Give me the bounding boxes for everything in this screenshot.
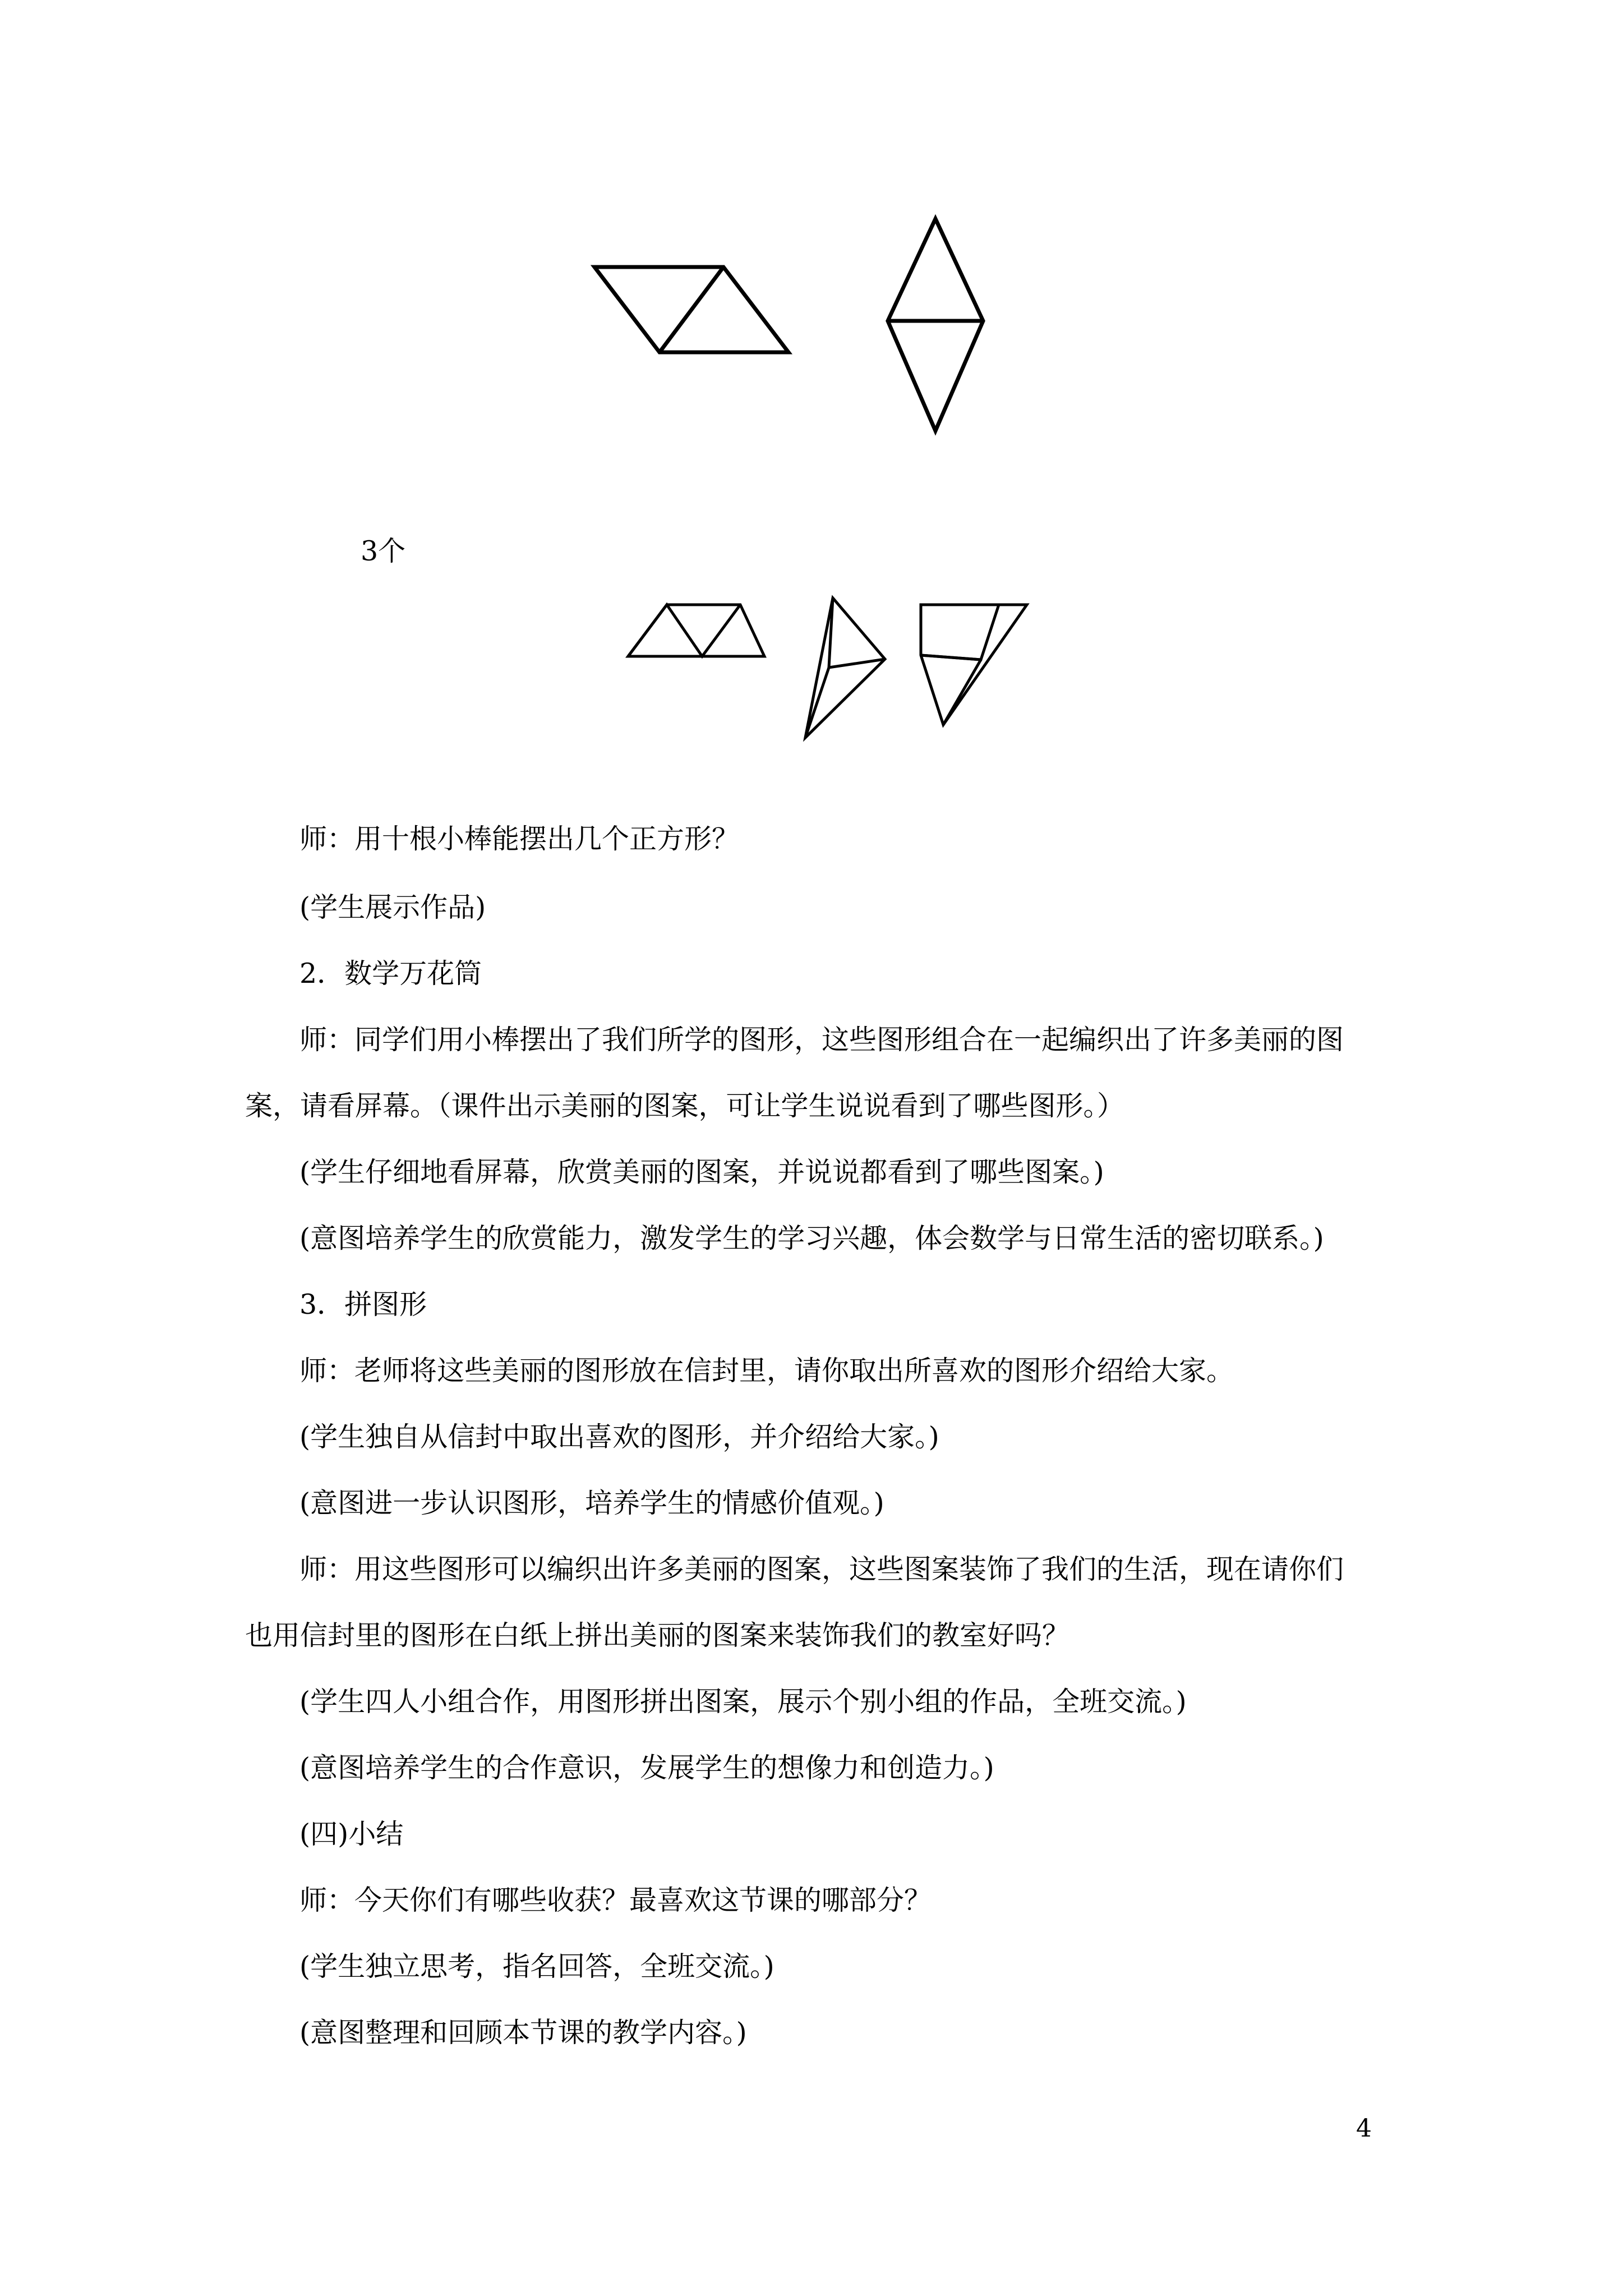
para-intent-cooperation: (意图培养学生的合作意识，发展学生的想像力和创造力。)	[299, 1752, 994, 1784]
para-intent-recognize: (意图进一步认识图形，培养学生的情感价值观。)	[299, 1487, 884, 1519]
two-triangle-figure	[583, 213, 998, 438]
three-triangle-figure	[617, 589, 1043, 757]
section-heading-kaleidoscope: 2．数学万花筒	[299, 958, 482, 990]
para-student-group: (学生四人小组合作，用图形拼出图案，展示个别小组的作品，全班交流。)	[299, 1686, 1187, 1718]
page-number: 4	[1356, 2114, 1372, 2143]
tilted-shape-b	[921, 605, 1027, 725]
section-heading-summary: (四)小结	[299, 1818, 404, 1850]
para-teacher-patterns-1: 师：同学们用小棒摆出了我们所学的图形，这些图形组合在一起编织出了许多美丽的图	[299, 1024, 1344, 1056]
tilted-shape-a	[805, 598, 885, 738]
para-teacher-squares: 师：用十根小棒能摆出几个正方形？	[299, 823, 740, 855]
parallelogram-shape	[594, 267, 789, 352]
para-student-show: (学生展示作品)	[299, 891, 486, 923]
trapezoid-shape	[628, 605, 764, 656]
para-student-envelope: (学生独自从信封中取出喜欢的图形，并介绍给大家。)	[299, 1421, 939, 1453]
para-intent-review: (意图整理和回顾本节课的教学内容。)	[299, 2017, 747, 2049]
three-label: 3个	[361, 535, 406, 567]
para-teacher-patterns-2: 案，请看屏幕。（课件出示美丽的图案，可让学生说说看到了哪些图形。）	[245, 1090, 1125, 1122]
para-teacher-envelope: 师：老师将这些美丽的图形放在信封里，请你取出所喜欢的图形介绍给大家。	[299, 1355, 1234, 1387]
para-intent-appreciation: (意图培养学生的欣赏能力，激发学生的学习兴趣，体会数学与日常生活的密切联系。)	[299, 1222, 1324, 1254]
para-student-think: (学生独立思考，指名回答，全班交流。)	[299, 1950, 774, 1982]
rhombus-shape	[888, 219, 983, 431]
section-heading-puzzle: 3．拼图形	[299, 1289, 427, 1320]
para-teacher-decorate-1: 师：用这些图形可以编织出许多美丽的图案，这些图案装饰了我们的生活，现在请你们	[299, 1553, 1344, 1585]
para-student-watch: (学生仔细地看屏幕，欣赏美丽的图案，并说说都看到了哪些图案。)	[299, 1156, 1104, 1188]
para-teacher-decorate-2: 也用信封里的图形在白纸上拼出美丽的图案来装饰我们的教室好吗？	[245, 1619, 1070, 1651]
para-teacher-harvest: 师：今天你们有哪些收获？最喜欢这节课的哪部分？	[299, 1884, 932, 1916]
